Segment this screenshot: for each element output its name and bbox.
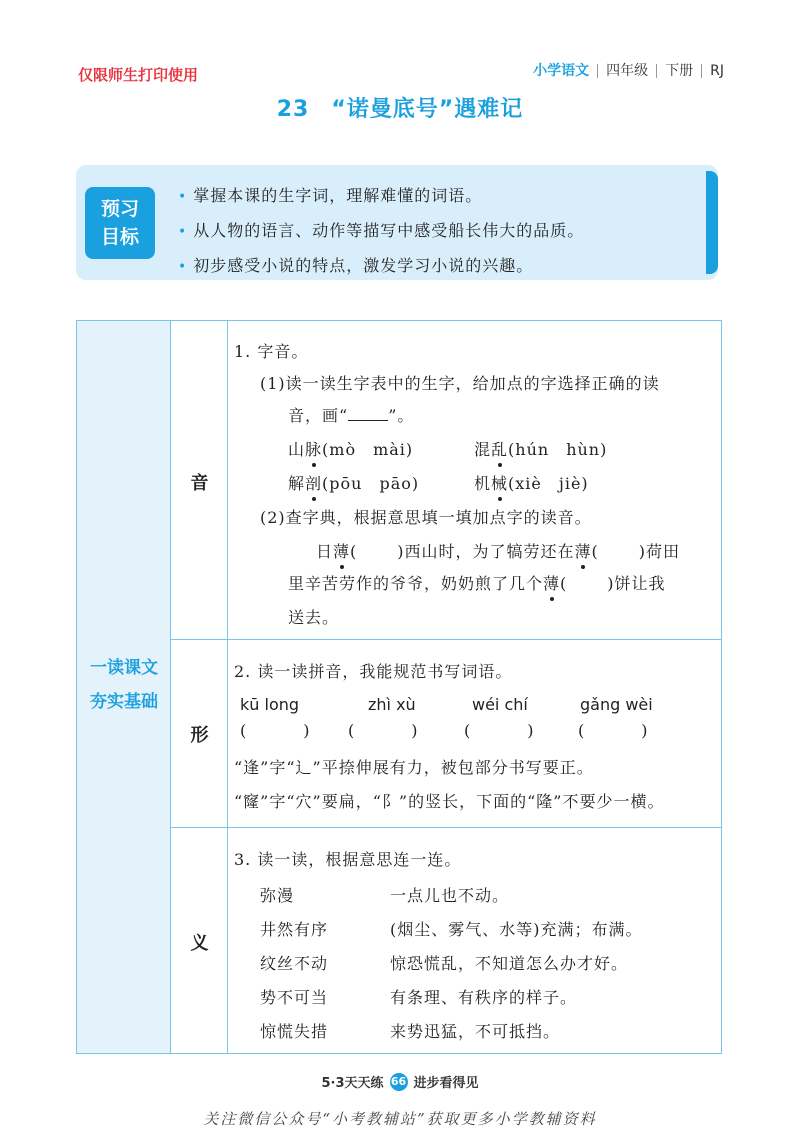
writing-note-1: “逢”字“辶”平捺伸展有力，被包部分书写要正。	[234, 758, 594, 777]
question-3-title: 3. 读一读，根据意思连一连。	[234, 850, 462, 869]
word-item: 机械(xiè jiè)	[474, 471, 589, 494]
section-title-line-1: 一读课文	[90, 658, 158, 678]
volume-label: 下册	[656, 64, 701, 78]
yi-content	[234, 827, 714, 1055]
goal-item	[178, 214, 584, 249]
goal-text: 掌握本课的生字词，理解难懂的词语。	[193, 186, 483, 205]
passage-line-3: 送去。	[288, 608, 340, 627]
underline-blank	[348, 408, 388, 421]
category-yi: 义	[190, 933, 209, 954]
badge-line-2: 目标	[100, 226, 139, 248]
pinyin-1: kū long	[240, 695, 300, 714]
section-title	[77, 651, 171, 719]
goal-text: 初步感受小说的特点，激发学习小说的兴趣。	[193, 256, 534, 275]
xing-content	[234, 639, 714, 827]
question-1-sub-2: (2)查字典，根据意思填一填加点字的读音。	[260, 508, 592, 527]
pinyin-3: wéi chí	[472, 695, 528, 714]
goals-edge-decoration	[706, 171, 718, 274]
section-column	[77, 321, 171, 1053]
category-yin: 音	[190, 473, 209, 494]
goal-item	[178, 249, 584, 284]
footer-slogan: 进步看得见	[413, 1076, 479, 1091]
question-1-sub-1: (1)读一读生字表中的生字，给加点的字选择正确的读	[260, 374, 660, 393]
preview-goals-box	[76, 165, 718, 280]
print-notice: 仅限师生打印使用	[78, 66, 199, 84]
passage-line-1: 日薄( )西山时，为了犒劳还在薄( )荷田	[316, 539, 680, 562]
goals-badge	[85, 187, 155, 259]
pinyin-4: gǎng wèi	[580, 695, 653, 714]
footer-brand: 5·3天天练	[321, 1076, 384, 1091]
word-item: 混乱(hún hùn)	[474, 437, 607, 460]
badge-line-1: 预习	[100, 198, 139, 220]
match-word[interactable]: 势不可当	[260, 988, 329, 1007]
goals-list	[178, 179, 584, 284]
answer-box-4[interactable]: ( )	[578, 721, 649, 740]
answer-box-2[interactable]: ( )	[348, 721, 419, 740]
lesson-title	[0, 92, 800, 123]
category-xing: 形	[190, 725, 209, 746]
subject-label: 小学语文	[533, 63, 590, 79]
word-item: 解剖(pōu pāo)	[288, 471, 419, 494]
passage-line-2: 里辛苦劳作的爷爷，奶奶煎了几个薄( )饼让我	[288, 571, 666, 594]
lesson-number: 23	[276, 97, 310, 122]
goal-text: 从人物的语言、动作等描写中感受船长伟大的品质。	[193, 221, 585, 240]
bullet-icon: •	[178, 259, 188, 275]
watermark-note: 关注微信公众号“小考教辅站”获取更多小学教辅资料	[203, 1110, 597, 1128]
word-item: 山脉(mò mài)	[288, 437, 413, 460]
grade-label: 四年级	[597, 64, 656, 78]
match-word[interactable]: 弥漫	[260, 886, 295, 905]
pinyin-2: zhì xù	[368, 695, 416, 714]
match-word[interactable]: 惊慌失措	[260, 1022, 329, 1041]
exercise-table	[76, 320, 722, 1054]
match-word[interactable]: 井然有序	[260, 920, 329, 939]
match-meaning[interactable]: 一点儿也不动。	[390, 886, 510, 905]
question-2-title: 2. 读一读拼音，我能规范书写词语。	[234, 662, 513, 681]
question-1-title: 1. 字音。	[234, 342, 309, 361]
answer-box-1[interactable]: ( )	[240, 721, 311, 740]
lesson-name: “诺曼底号”遇难记	[331, 97, 524, 122]
match-meaning[interactable]: 来势迅猛，不可抵挡。	[390, 1022, 561, 1041]
writing-note-2: “窿”字“穴”要扁，“阝”的竖长，下面的“隆”不要少一横。	[234, 792, 665, 811]
bullet-icon: •	[178, 224, 188, 240]
page-footer	[0, 1072, 800, 1091]
bullet-icon: •	[178, 189, 188, 205]
match-word[interactable]: 纹丝不动	[260, 954, 329, 973]
answer-box-3[interactable]: ( )	[464, 721, 535, 740]
page-number: 66	[390, 1073, 408, 1091]
match-meaning[interactable]: (烟尘、雾气、水等)充满；布满。	[390, 920, 643, 939]
edition-label: RJ	[701, 64, 724, 78]
question-1-sub-1-cont: 音，画“ ”。	[288, 406, 415, 425]
section-title-line-2: 夯实基础	[90, 692, 158, 712]
match-meaning[interactable]: 惊恐慌乱，不知道怎么办才好。	[390, 954, 629, 973]
goal-item	[178, 179, 584, 214]
yin-content	[234, 321, 714, 639]
book-info	[525, 64, 724, 78]
match-meaning[interactable]: 有条理、有秩序的样子。	[390, 988, 578, 1007]
